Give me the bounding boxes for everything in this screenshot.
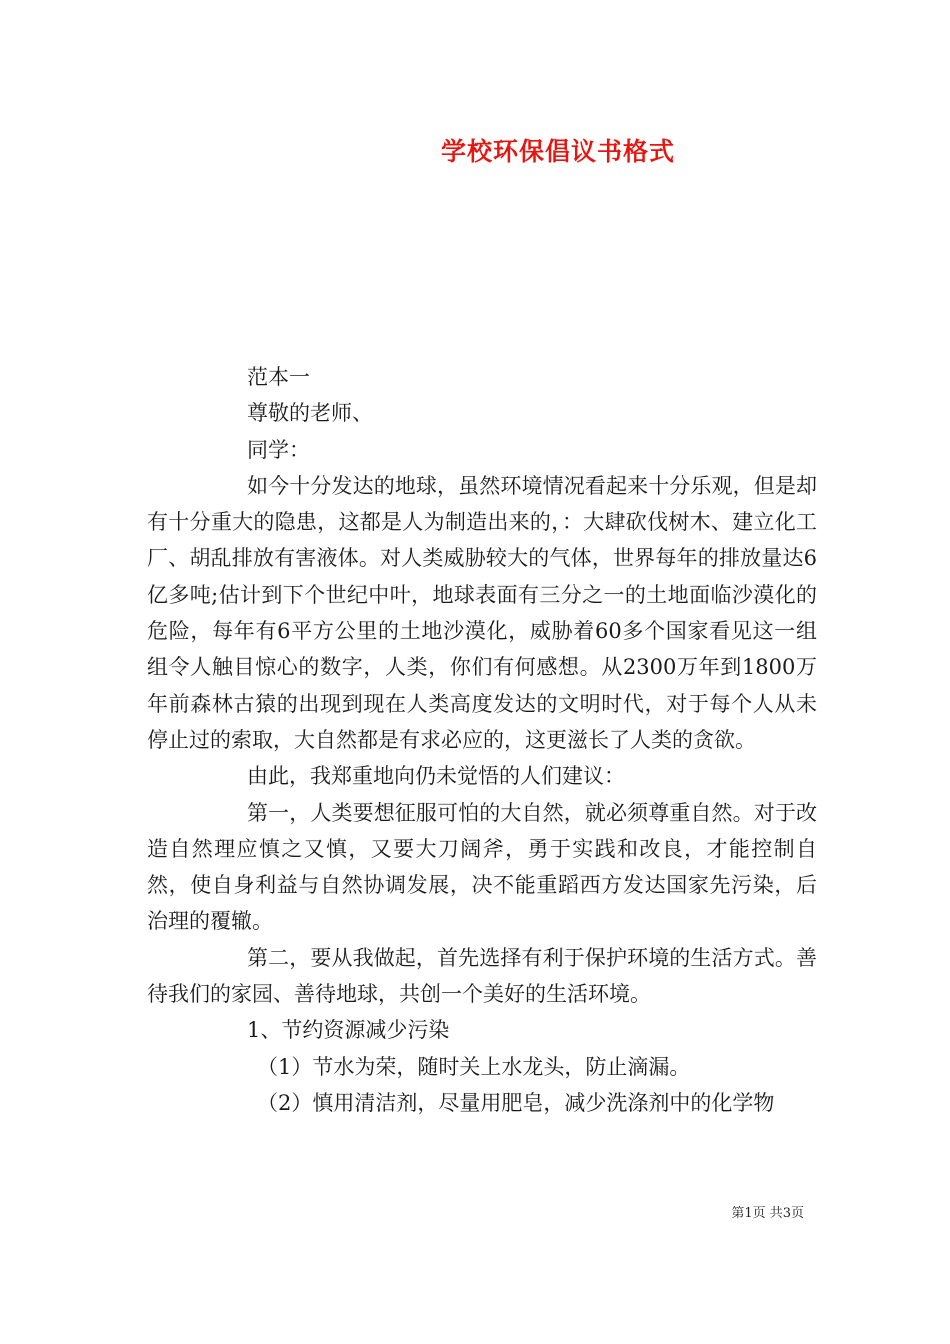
document-title: 学校环保倡议书格式 [440, 137, 675, 166]
list-item: （2）慎用清洁剂，尽量用肥皂，减少洗涤剂中的化学物 [257, 1090, 775, 1115]
list-item: （1）节水为荣，随时关上水龙头，防止滴漏。 [257, 1054, 691, 1079]
document-body [147, 359, 817, 1121]
sample-label: 范本一 [247, 365, 310, 389]
paragraph-intro: 如今十分发达的地球，虽然环境情况看起来十分乐观，但是却有十分重大的隐患，这都是人为制造出来的，：大肆砍伐树木、建立化工厂、胡乱排放有害液体。对人类威胁较大的气体，世界每年的排放量达6亿多吨;估计到下个世纪中叶，地球表面有三分之一的土地面临沙漠化的危险，每年有6平方公里的土地沙漠化，威胁着60多个国家看见这一组组令人触目惊心的数字，人类，你们有何感想。从2300万年到1800万年前森林古猿的出现到现在人类高度发达的文明时代，对于每个人从未停止过的索取，大自然都是有求必应的，这更滋长了人类的贪欲。 [147, 473, 817, 752]
paragraph-proposal: 由此，我郑重地向仍未觉悟的人们建议： [247, 764, 625, 789]
page-number: 第1页 共3页 [731, 1206, 804, 1221]
list-heading: 1、节约资源减少污染 [247, 1018, 450, 1043]
paragraph-second: 第二，要从我做起，首先选择有利于保护环境的生活方式。善待我们的家园、善待地球，共创一个美好的生活环境。 [147, 945, 817, 1007]
salutation-line-2: 同学： [247, 437, 310, 462]
salutation-line-1: 尊敬的老师、 [247, 401, 373, 426]
paragraph-first: 第一，人类要想征服可怕的大自然，就必须尊重自然。对于改造自然理应慎之又慎，又要大刀阔斧，勇于实践和改良，才能控制自然，使自身利益与自然协调发展，决不能重蹈西方发达国家先污染，后治理的覆辙。 [147, 800, 817, 934]
